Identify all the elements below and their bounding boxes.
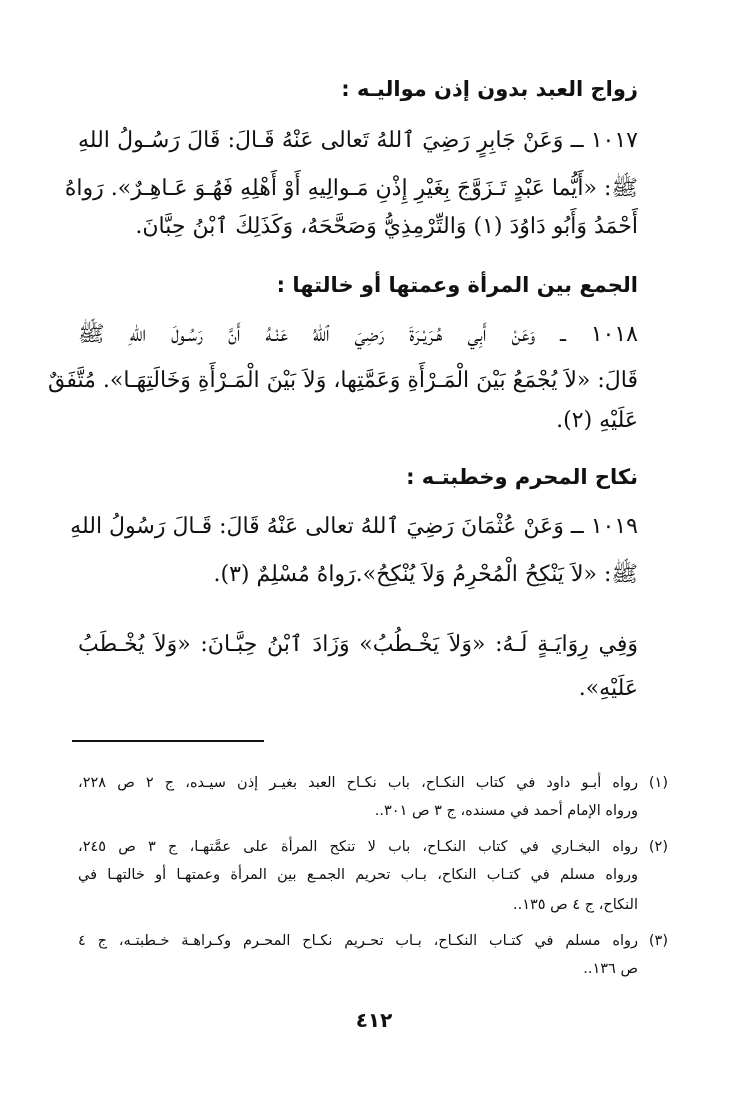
- footnote-3-number: (٣): [648, 933, 668, 949]
- page-number: ٤١٢: [355, 1008, 393, 1032]
- footnote-2-text-1: رواه البخـاري في كتاب النكـاح، باب لا تنكح المرأة على عمَّتهـا، ج ٣ ص ٢٤٥،: [78, 839, 639, 855]
- hadith-1019-line-2: ﷺ: «لاَ يَنْكِحُ الْمُحْرِمُ وَلاَ يُنْكِحُ».رَواهُ مُسْلِمٌ (٣).: [213, 562, 638, 587]
- footnote-3-line-2: ص ١٣٦..: [583, 961, 638, 977]
- section-heading-slave-marriage: زواج العبد بدون إذن مواليـه :: [341, 77, 638, 101]
- footnote-2-line-2: ورواه مسلم في كتـاب النكاح، بـاب تحريم الجمـع بين المرأة وعمتهـا أو خالتهـا في: [78, 867, 638, 883]
- section-heading-muhrim-marriage: نكاح المحرم وخطبتـه :: [406, 465, 638, 489]
- hadith-1019-line-3: وَفِي رِوَايَـةٍ لَـهُ: «وَلاَ يَخْـطُبُ» وَزَادَ ٱبْنُ حِبَّـانَ: «وَلاَ يُخْـطَبُ: [78, 632, 638, 657]
- footnote-3-line-1: [78, 928, 668, 954]
- footnote-2-line-1: [78, 834, 668, 860]
- hadith-1017-line-2: ﷺ: «أَيُّما عَبْدٍ تَـزَوَّجَ بِغَيْرِ إِذْنِ مَـوالِيهِ أَوْ أَهْلِهِ فَهُـوَ عَـاهِـرٌ». رَواهُ: [64, 176, 638, 201]
- hadith-1019-line-4: عَلَيْهِ».: [578, 676, 638, 701]
- footnote-1-number: (١): [648, 775, 668, 791]
- footnote-1-line-2: ورواه الإمام أحمد في مسنده، ج ٣ ص ٣٠١..: [374, 803, 638, 819]
- hadith-1018-line-3: عَلَيْهِ (٢).: [556, 408, 638, 433]
- footnote-1-line-1: [78, 770, 668, 796]
- hadith-1017-line-1: ١٠١٧ ــ وَعَنْ جَابِرٍ رَضِيَ ٱللهُ تَعالى عَنْهُ قَـالَ: قَالَ رَسُـولُ اللهِ: [78, 128, 638, 153]
- footnote-1-text-1: رواه أبـو داود في كتاب النكـاح، باب نكـاح العبد بغيـر إذن سيـده، ج ٢ ص ٢٢٨،: [78, 775, 639, 791]
- footnote-2-number: (٢): [648, 839, 668, 855]
- hadith-1017-line-3: أَحْمَدُ وَأَبُو دَاوُدَ (١) وَالتِّرْمِذِيُّ وَصَحَّحَهُ، وَكَذَلِكَ ٱبْنُ حِبَّانَ.: [135, 214, 638, 239]
- section-heading-combining-woman-aunt: الجمع بين المرأة وعمتها أو خالتها :: [276, 273, 638, 297]
- hadith-1018-line-2: قَالَ: «لاَ يُجْمَعُ بَيْنَ الْمَـرْأَةِ وَعَمَّتِها، وَلاَ بَيْنَ الْمَـرْأَةِ وَخَالَتِهَـا». مُتَّفَقٌ: [48, 368, 638, 393]
- hadith-1019-line-1: ١٠١٩ ــ وَعَنْ عُثْمَانَ رَضِيَ ٱللهُ تعالى عَنْهُ قَالَ: قَـالَ رَسُولُ اللهِ: [70, 514, 638, 539]
- footnote-2-line-3: النكاح، ج ٤ ص ١٣٥..: [512, 897, 638, 913]
- footnote-separator: [72, 740, 264, 742]
- footnote-3-text-1: رواه مسلم في كتـاب النكـاح، بـاب تحـريم نكـاح المحـرم وكـراهـة خـطبتـه، ج ٤: [78, 933, 638, 949]
- hadith-1018-line-1: ١٠١٨ ــ وَعَنْ أَبِي هُـرَيْـرَةَ رَضِيَ ٱللهُ عَنْـهُ أَنَّ رَسُـولَ اللهِ ﷺ: [78, 322, 638, 347]
